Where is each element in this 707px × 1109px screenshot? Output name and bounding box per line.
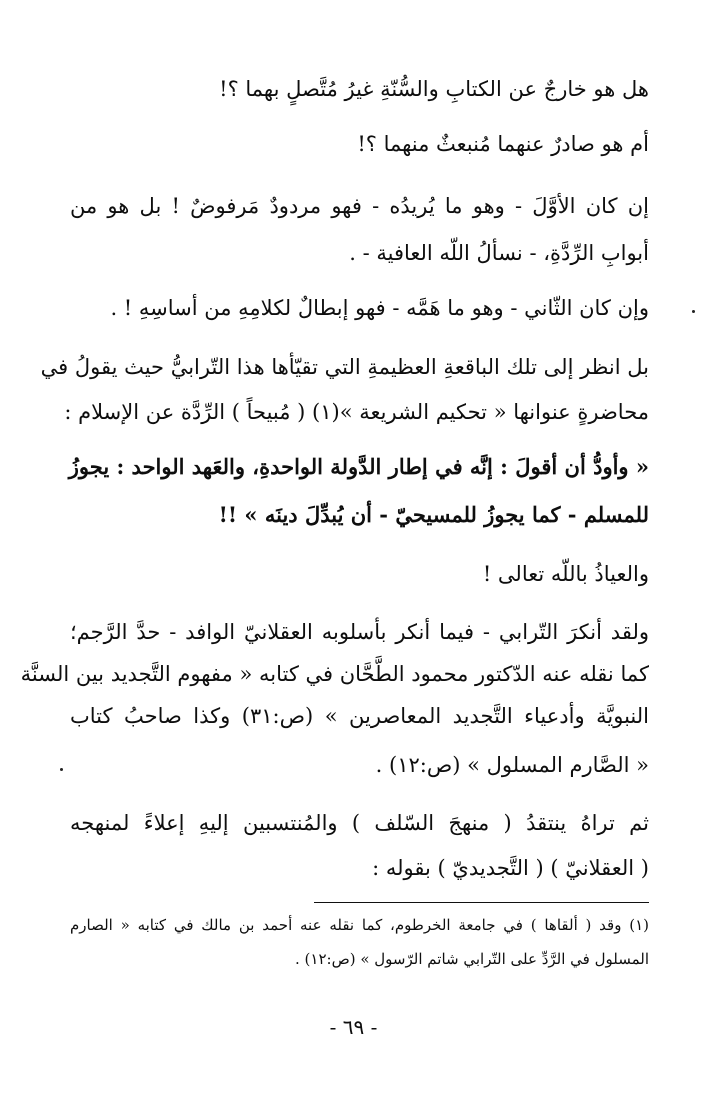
margin-mark-2 [60,768,63,771]
quote-line-1: « وأودُّ أن أقولَ : إنَّه في إطار الدَّولة الواحدةِ، والعَهد الواحد : يجوزُ [68,454,649,479]
footnote-divider [314,902,649,903]
text-line-7: محاضرةٍ عنوانها « تحكيم الشريعة »(١) ( مُبيحاً ) الرِّدَّة عن الإسلام : [64,400,649,424]
page-number: - ٦٩ - [329,1015,378,1039]
text-line-8: والعياذُ باللّه تعالى ! [482,562,649,586]
text-line-1: هل هو خارجٌ عن الكتابِ والسُّنّةِ غيرُ مُتَّصلٍ بهما ؟! [219,77,649,101]
text-line-6: بل انظر إلى تلك الباقعةِ العظيمةِ التي تقيّأها هذا التّرابيُّ حيث يقولُ في [40,355,649,379]
footnote-line-1: (١) وقد ( ألقاها ) في جامعة الخرطوم، كما نقله عنه أحمد بن مالك في كتابه « الصارم [70,916,649,934]
text-line-9: ولقد أنكرَ التّرابي - فيما أنكر بأسلوبه العقلانيّ الوافد - حدَّ الرَّجم؛ [70,620,649,644]
text-line-3: إن كان الأوَّلَ - وهو ما يُريدُه - فهو مردودٌ مَرفوضٌ ! بل هو من [70,194,649,218]
text-line-10: كما نقله عنه الدّكتور محمود الطَّحَّان في كتابه « مفهوم التَّجديد بين السنَّة [20,662,649,686]
text-line-13: ثم تراهُ ينتقدُ ( منهجَ السّلف ) والمُنتسبين إليهِ إعلاءً لمنهجه [70,811,649,835]
text-line-5: وإن كان الثّاني - وهو ما هَمَّه - فهو إبطالٌ لكلامِهِ من أساسِهِ ! . [110,296,649,320]
footnote-line-2: المسلول في الرَّدِّ على التّرابي شاتم الرّسول » (ص:١٢) . [295,950,649,968]
text-line-2: أم هو صادرٌ عنهما مُنبعثٌ منهما ؟! [357,132,649,156]
text-line-4: أبوابِ الرِّدَّةِ، - نسألُ اللّه العافية - . [349,241,649,265]
margin-mark [692,310,695,313]
quote-line-2: للمسلم - كما يجوزُ للمسيحيّ - أن يُبدِّلَ دينَه » !! [218,502,649,527]
text-line-12: « الصَّارم المسلول » (ص:١٢) . [375,753,649,777]
text-line-11: النبويَّة وأدعياء التَّجديد المعاصرين » (ص:٣١) وكذا صاحبُ كتاب [70,704,649,728]
text-line-14: ( العقلانيّ ) ( التَّجديديّ ) بقوله : [372,856,649,880]
